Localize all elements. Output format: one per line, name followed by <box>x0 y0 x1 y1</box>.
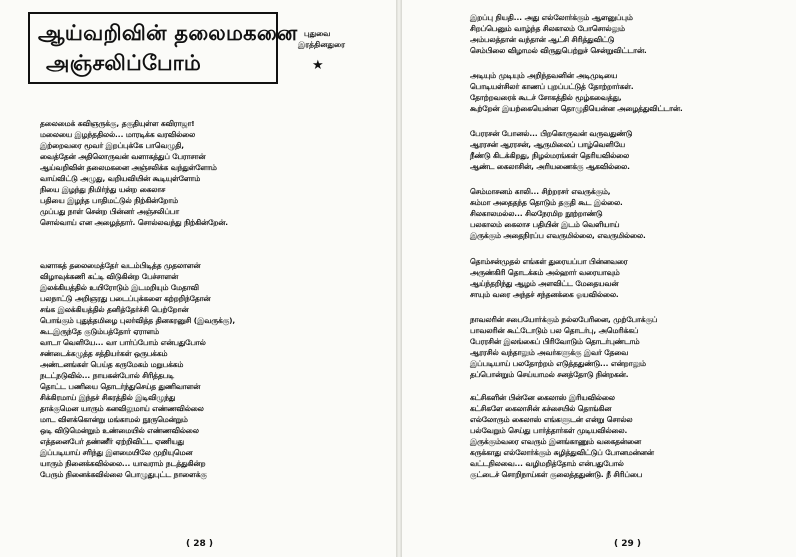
poem-line: சிறப்பெனும் வாழ்ந்த சிலகாலம் போசொல்லும் <box>470 24 625 33</box>
poem-line: முப்பது நாள் சென்ற பின்னர் அஞ்சலிப்பா <box>40 207 180 216</box>
poem-line: இலக்கியத்தில் உயிரோடும் இடமறியும் மேதாவி <box>40 283 199 292</box>
poem-line: வாடா வெளியே... வா பார்ப்போம் என்பதுபோல் <box>40 338 206 347</box>
poem-line: எல்லோரும் கைலாஸ் எங்களுடன் என்று சொல்ல <box>470 415 633 424</box>
poem-line: கட்சிகளின் பின்னே கைலாஸ் இரியவில்லை <box>470 393 615 402</box>
poem-line: சிக்கிரமாய் இந்தச் சிகரத்தில் இடிவிழுந்து <box>40 393 176 402</box>
poem-line: அம்பலத்தான் வந்தான் ஆட்சி சிரித்துவிட்டு <box>470 35 615 44</box>
poem-line: தப்பொன்றும் செய்யாமல் சனத்தோடு நின்றகன். <box>470 370 629 379</box>
poem-line: குட்டைச் சொறிநாய்கள் குலைத்ததுண்டு. நீ சிரிப்பை <box>470 470 643 479</box>
poem-line: விழாவுக்கணி கட்டி விடுகின்ற பேச்சாளன் <box>40 272 179 281</box>
poem-line: தொட்ட பணியை தொடர்ந்துசெய்த துணிவாளன் <box>40 382 201 391</box>
poem-line: பொடியள்சிலர் காணப் புறப்பட்டுத் தோற்றார்கள். <box>470 82 634 91</box>
poem-line: நியை இழந்து நிமிர்ந்து யன்ற கைலாச <box>40 185 166 194</box>
poem-line: நீண்டு கிடக்கிறது, நிழல்மரங்கள் தெரியவில்லை <box>470 151 630 160</box>
page-number-left: ( 28 ) <box>186 539 214 549</box>
poem-line: தொம்சன்முதல் எங்கள் துரையப்பா பின்னவரை <box>470 257 628 266</box>
stanza-4 <box>470 70 683 114</box>
stanza-2 <box>40 260 235 480</box>
poem-line: இற்றைவரை மூவர் இறப்புக்கே பாவெழுதி, <box>40 141 184 150</box>
poem-line: வைத்தேன் அதிலொருவன் வளாகத்துப் பேராசான் <box>40 152 206 161</box>
poem-line: வாய்விட்டு அழுது, வறியவியின் கூடியுள்ளோம் <box>40 174 201 183</box>
title-box <box>28 12 298 84</box>
poem-line: இப்படியாய் சரிந்து இளமையிலே முறியுமென <box>40 448 193 457</box>
poem-line: கட்சிகளே கைலாசின் கச்சையில் தொங்கின <box>470 404 612 413</box>
poem-line: அடியும் முடியும் அறிந்தவனின் அடிமுடியை <box>470 71 618 80</box>
poem-line: பலகாலம் கைலாச பதியின் இடம் வெளியாய் <box>470 220 620 229</box>
poem-line: இருக்கும் அதைநிரப்ப எவருமில்லை, எவருமில்லை. <box>470 231 646 240</box>
star-icon: ★ <box>312 58 324 73</box>
poem-line: தோற்றவரைக் கூடச் சோகத்தில் மூழ்கவைத்து, <box>470 93 622 102</box>
poem-line: சிலகாலமல்ல... சிலநேரமிற நூற்றாண்டு <box>470 209 603 218</box>
poem-line: கூற்றேன் இயற்கையென்ன தொழுதியென்ன அழைத்துவிட்டான். <box>470 104 683 113</box>
title-line-1: ஆய்வறிவின் தலைமகனை <box>38 21 298 45</box>
stanza-1 <box>40 118 228 228</box>
poem-line: பேரரசன் போனல்... பிறகொருவன் வருவதுண்டு <box>470 129 633 138</box>
title-line-2: அஞ்சலிப்போம் <box>46 51 202 75</box>
stanza-9 <box>470 392 654 480</box>
poem-line: சும்மா அதைதந்த தொடும் தகுதி கூட இல்லை. <box>470 198 623 207</box>
poem-line: ஆய்ந்தறிந்து ஆழம் அளவிட்ட மேதையவன் <box>470 279 619 288</box>
poem-line: ஆண்ட கைலாசின், அரியணைக்கு ஆகவில்லை. <box>470 162 630 171</box>
left-page <box>0 0 396 557</box>
author-byline <box>298 28 345 50</box>
poem-line: சொல்வாய் என அழைத்தார். சொல்லவந்து நிற்கின்றேன். <box>40 218 229 227</box>
stanza-6 <box>470 186 646 241</box>
poem-line: அண்டனங்கள் பெய்த கருமேகம் மறுபக்கம் <box>40 360 184 369</box>
poem-line: மாட விளக்கொன்று மங்காமல் நூருமென்றும் <box>40 415 188 424</box>
poem-line: சாயும் வரை அந்தச் சந்தனக்கை ஓயவில்லை. <box>470 290 619 299</box>
poem-line: செம்மாசனம் காலி... சிற்றரசர் எவருக்கும், <box>470 187 611 196</box>
poem-line: இறப்பு நியதி... அது எல்லோர்க்கும் ஆளனுப்பும் <box>470 13 633 22</box>
poem-line: பதியை இழந்த பாதிமட்டுல் நிற்கின்றோம் <box>40 196 178 205</box>
poem-line: பல்வேறும் செய்து பார்த்தார்கள் முடியவில்லை. <box>470 426 628 435</box>
poem-line: இப்படியாய் பலதோற்றம் எடுத்ததுண்டு... என்றாலும் <box>470 359 646 368</box>
stanza-5 <box>470 128 632 172</box>
poem-line: ஆரரசில் வந்தாலும் அவர்களுக்கு இவர் தேவை <box>470 348 629 357</box>
poem-line: பேரரசின் இலங்கைப் பிரிவோடும் தொடர்புண்டாம் <box>470 337 640 346</box>
stanza-3 <box>470 12 647 56</box>
poem-line: ஒடி விடுமென்றும் உண்மையில் எண்ணவில்லை <box>40 426 199 435</box>
poem-line: செம்பிலை விழாமல் விருதுபெற்றுச் சென்றுவிட்டான். <box>470 46 647 55</box>
poem-line: சண்டைக்கழுத்த சத்தியர்கள் ஒருபக்கம் <box>40 349 168 358</box>
poem-line: மலையை இழந்ததிலல்... மாரடிக்க வரவில்லை <box>40 130 196 139</box>
poem-line: பாவலரின் கூட்டோடும் பல தொடர்பு, அமெரிக்கப் <box>470 326 639 335</box>
poem-line: தாக்குமென யாரும் கனவிலுமாய் எண்ணவில்லை <box>40 404 204 413</box>
poem-line: கூடஇருந்தே குடும்பத்தோர் ஏராளம் <box>40 327 159 336</box>
poem-line: வட்டநிலவை... வழிமறித்தோம் என்பதுபோல் <box>470 459 624 468</box>
poem-line: எத்தனைபேர் தண்ணீர் ஏற்றிவிட்ட ஏணியது <box>40 437 184 446</box>
poem-line: பலநாட்டு அறிஞரது படைப்புக்களை கற்றறிந்தோன் <box>40 294 211 303</box>
poem-line: யாரும் நினைக்கவில்லை... யாவராம் நடத்துகின்ற <box>40 459 206 468</box>
poem-line: பொங்கும் புதுத்தமிழை புலர்வித்த தினகரனுசி (இவருக்கு), <box>40 316 236 325</box>
stanza-8 <box>470 314 657 380</box>
right-page <box>402 0 796 557</box>
author-line-1: புதுவை <box>304 29 331 38</box>
poem-line: ஆரரசன் ஆரரசன், ஆருமிலைப் பாழ்வெளியே <box>470 140 626 149</box>
poem-line: வளாகத் தலைமைத்தேர் வடம்பிடித்த முதலாளன் <box>40 261 201 270</box>
poem-line: ஆய்வறிவின் தலைமகனை அஞ்சலிக்க வந்துள்ளோம் <box>40 163 217 172</box>
poem-line: சங்க இலக்கியத்தில் தனித்தேர்ச்சி பெற்றோன் <box>40 305 189 314</box>
poem-line: நாவலரின் சபையோர்க்கும் நல்லபேரினை, முற்போக்குப் <box>470 315 658 324</box>
stanza-7 <box>470 256 628 300</box>
poem-line: அருண்கிரி தொடக்கம் அல்ஹார் வரையாவும் <box>470 268 620 277</box>
page-number-right: ( 29 ) <box>614 539 642 549</box>
author-line-2: இரத்தினதுரை <box>298 40 345 49</box>
poem-line: தலைமைக் கவிஞருக்கு, தகுதியுள்ள கவிராஜா! <box>40 119 195 128</box>
poem-line: பேரும் நினைக்கவில்லை பொழுதுபுட்ட நாளைக்கு <box>40 470 207 479</box>
poem-line: நடட்நடுவில்... நாயகன்போல் சிரித்தபடி <box>40 371 174 380</box>
poem-line: இருக்கும்வரை எவரும் இனங்காணும் வகைதன்னை <box>470 437 641 446</box>
poem-line: கருக்காது எல்லோர்க்கும் சுழித்துவிட்டுப் போனமன்னன் <box>470 448 654 457</box>
